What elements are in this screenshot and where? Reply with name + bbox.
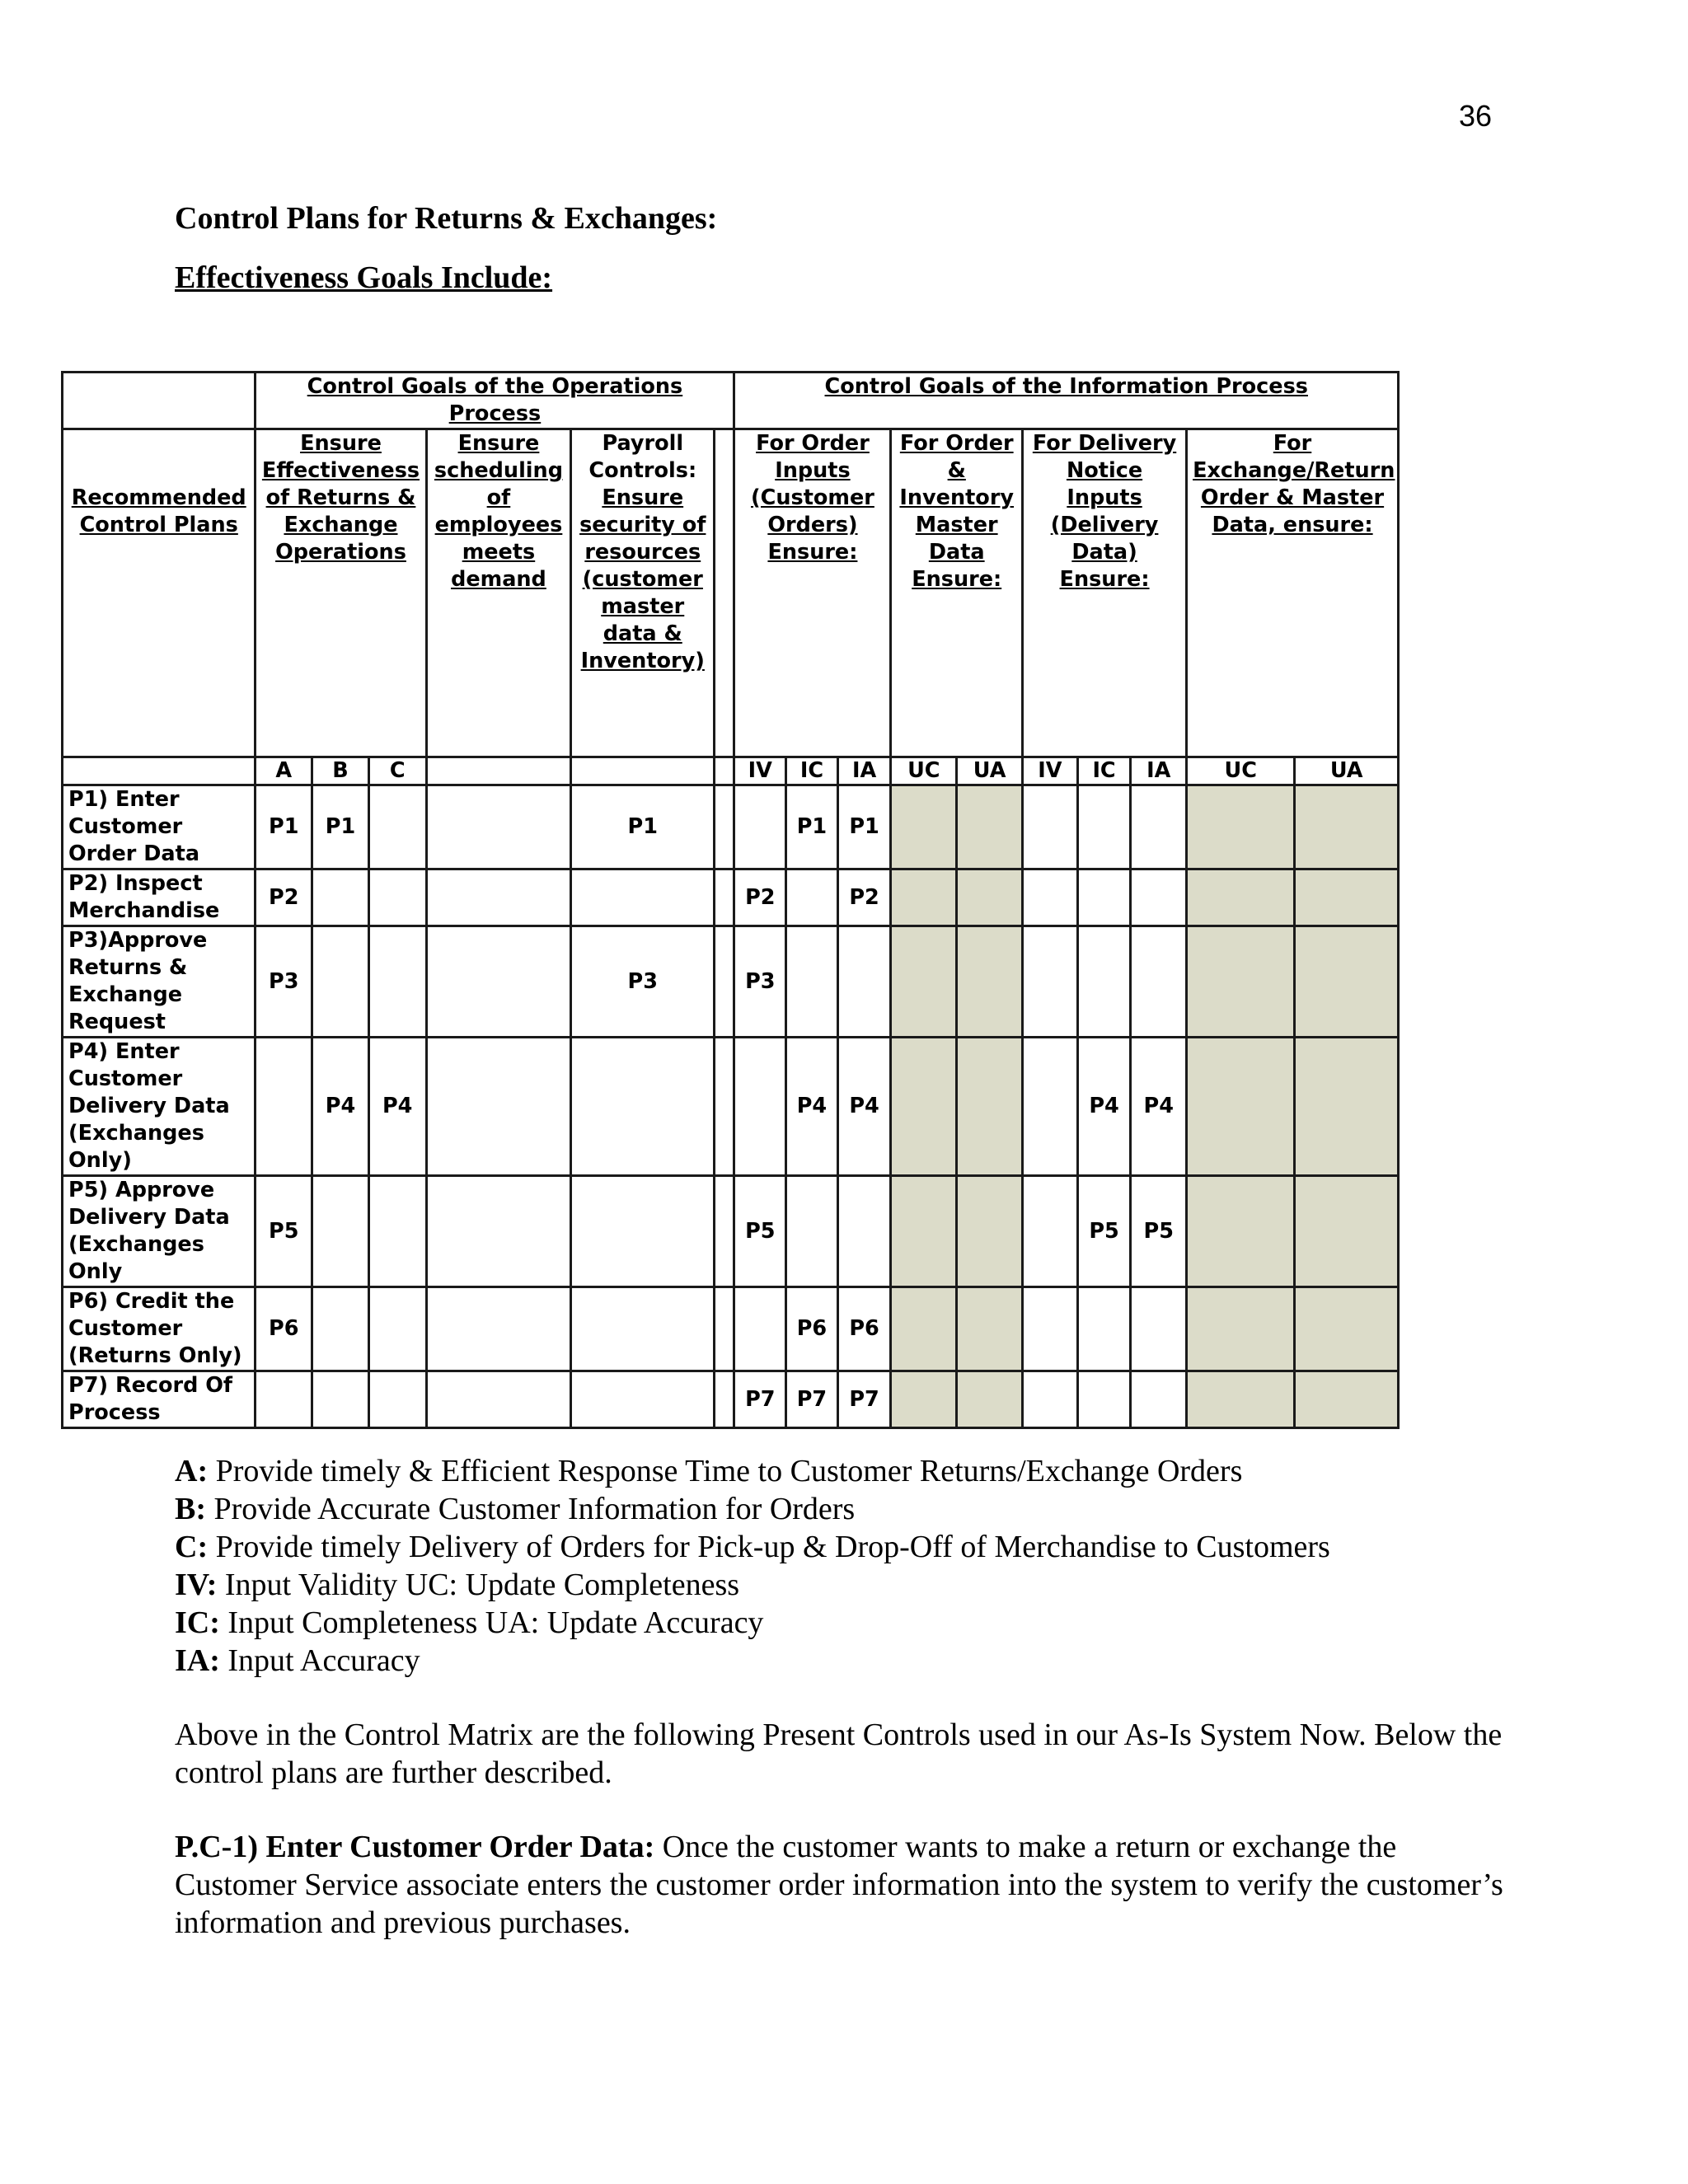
cell-order-iv	[734, 1038, 786, 1176]
shaded-cell	[1187, 1176, 1295, 1287]
letter-exchange-uc: UC	[1187, 757, 1295, 785]
shaded-cell	[1295, 1038, 1399, 1176]
goal-exchange-return-master: For Exchange/Return Order & Master Data, ensure:	[1193, 431, 1395, 537]
group-header-row	[63, 373, 1399, 429]
cell-c: P4	[368, 1038, 426, 1176]
letter-master-ua: UA	[957, 757, 1023, 785]
cell-order-ia: P7	[837, 1371, 891, 1428]
cell-delivery-iv	[1023, 1176, 1078, 1287]
cell-payroll	[571, 1287, 715, 1371]
cell-order-iv: P3	[734, 926, 786, 1038]
control-plan-label: P6) Credit the Customer (Returns Only)	[63, 1287, 256, 1371]
letter-master-uc: UC	[891, 757, 957, 785]
cell-delivery-ia	[1131, 1287, 1187, 1371]
cell-a: P5	[256, 1176, 312, 1287]
cell-a	[256, 1038, 312, 1176]
shaded-cell	[1295, 926, 1399, 1038]
shaded-cell	[1295, 869, 1399, 926]
cell-delivery-iv	[1023, 926, 1078, 1038]
cell-delivery-ia	[1131, 869, 1187, 926]
cell-delivery-ic	[1077, 1371, 1131, 1428]
cell-c	[368, 926, 426, 1038]
cell-b: P1	[312, 785, 369, 869]
cell-payroll: P1	[571, 785, 715, 869]
letter-order-iv: IV	[734, 757, 786, 785]
cell-c	[368, 1176, 426, 1287]
shaded-cell	[957, 926, 1023, 1038]
cell-order-ic	[786, 869, 838, 926]
table-row	[63, 1287, 1399, 1371]
shaded-cell	[891, 869, 957, 926]
cell-a: P6	[256, 1287, 312, 1371]
cell-b	[312, 1176, 369, 1287]
recommended-control-plans-header: Recommended Control Plans	[63, 429, 256, 757]
shaded-cell	[1187, 1371, 1295, 1428]
cell-order-iv: P5	[734, 1176, 786, 1287]
letter-a: A	[256, 757, 312, 785]
section-subheading: Effectiveness Goals Include:	[175, 260, 553, 295]
cell-order-ia	[837, 1176, 891, 1287]
cell-c	[368, 1287, 426, 1371]
table-row	[63, 1038, 1399, 1176]
shaded-cell	[1187, 869, 1295, 926]
cell-b	[312, 926, 369, 1038]
cell-delivery-iv	[1023, 785, 1078, 869]
shaded-cell	[1187, 926, 1295, 1038]
shaded-cell	[957, 1371, 1023, 1428]
cell-b	[312, 869, 369, 926]
cell-order-ic: P7	[786, 1371, 838, 1428]
goal-order-inventory-master: For Order & Inventory Master Data Ensure:	[899, 431, 1015, 592]
cell-scheduling	[426, 785, 571, 869]
letter-delivery-ia: IA	[1131, 757, 1187, 785]
control-plan-label: P7) Record Of Process	[63, 1371, 256, 1428]
goal-payroll: Ensure security of resources (customer master data & Inventory)	[579, 485, 706, 673]
shaded-cell	[1295, 1176, 1399, 1287]
cell-delivery-iv	[1023, 869, 1078, 926]
shaded-cell	[957, 1287, 1023, 1371]
goal-payroll-prefix: Payroll Controls:	[588, 431, 697, 483]
letter-exchange-ua: UA	[1295, 757, 1399, 785]
legend-item: A: Provide timely & Efficient Response Time to Customer Returns/Exchange Orders	[175, 1454, 1243, 1488]
table-row	[63, 869, 1399, 926]
cell-scheduling	[426, 1038, 571, 1176]
cell-delivery-ic: P4	[1077, 1038, 1131, 1176]
cell-delivery-ia	[1131, 1371, 1187, 1428]
table-row	[63, 785, 1399, 869]
cell-delivery-ic	[1077, 1287, 1131, 1371]
cell-payroll	[571, 869, 715, 926]
goal-effectiveness: Ensure Effectiveness of Returns & Exchange Operations	[261, 431, 420, 565]
control-plan-label: P1) Enter Customer Order Data	[63, 785, 256, 869]
control-plan-label: P3)Approve Returns & Exchange Request	[63, 926, 256, 1038]
cell-order-ia: P6	[837, 1287, 891, 1371]
goal-delivery-inputs: For Delivery Notice Inputs (Delivery Data) Ensure:	[1032, 431, 1177, 592]
goal-order-inputs: For Order Inputs (Customer Orders) Ensure:	[751, 431, 874, 565]
letter-order-ia: IA	[837, 757, 891, 785]
cell-order-ia: P2	[837, 869, 891, 926]
shaded-cell	[1295, 785, 1399, 869]
cell-order-ia: P4	[837, 1038, 891, 1176]
cell-order-ic: P4	[786, 1038, 838, 1176]
shaded-cell	[891, 1038, 957, 1176]
cell-scheduling	[426, 869, 571, 926]
cell-a: P3	[256, 926, 312, 1038]
cell-payroll	[571, 1371, 715, 1428]
legend-item: C: Provide timely Delivery of Orders for Pick-up & Drop-Off of Merchandise to Customers	[175, 1530, 1330, 1564]
cell-order-ia: P1	[837, 785, 891, 869]
shaded-cell	[891, 1371, 957, 1428]
letter-delivery-ic: IC	[1077, 757, 1131, 785]
section-heading: Control Plans for Returns & Exchanges:	[175, 201, 718, 236]
info-process-header: Control Goals of the Information Process	[734, 373, 1399, 429]
shaded-cell	[957, 869, 1023, 926]
legend-item: IV: Input Validity UC: Update Completeness	[175, 1568, 740, 1602]
legend-item: B: Provide Accurate Customer Information for Orders	[175, 1492, 856, 1526]
cell-order-iv	[734, 785, 786, 869]
cell-b	[312, 1287, 369, 1371]
goal-scheduling: Ensure scheduling of employees meets demand	[434, 431, 563, 592]
cell-c	[368, 869, 426, 926]
cell-c	[368, 785, 426, 869]
cell-delivery-ic	[1077, 785, 1131, 869]
cell-a: P1	[256, 785, 312, 869]
control-description-lead: P.C-1) Enter Customer Order Data:	[175, 1830, 655, 1864]
shaded-cell	[891, 785, 957, 869]
subgoal-letter-row	[63, 757, 1399, 785]
cell-scheduling	[426, 926, 571, 1038]
cell-order-iv	[734, 1287, 786, 1371]
table-row	[63, 926, 1399, 1038]
table-row	[63, 1371, 1399, 1428]
cell-delivery-ia	[1131, 785, 1187, 869]
cell-order-ic: P6	[786, 1287, 838, 1371]
letter-order-ic: IC	[786, 757, 838, 785]
cell-c	[368, 1371, 426, 1428]
shaded-cell	[891, 1176, 957, 1287]
shaded-cell	[957, 1038, 1023, 1176]
shaded-cell	[891, 1287, 957, 1371]
cell-a	[256, 1371, 312, 1428]
cell-order-iv: P2	[734, 869, 786, 926]
cell-delivery-ic	[1077, 926, 1131, 1038]
shaded-cell	[1295, 1287, 1399, 1371]
cell-delivery-ic: P5	[1077, 1176, 1131, 1287]
shaded-cell	[957, 785, 1023, 869]
control-description-paragraph	[175, 1828, 1510, 1942]
cell-b: P4	[312, 1038, 369, 1176]
shaded-cell	[1187, 1287, 1295, 1371]
shaded-cell	[1295, 1371, 1399, 1428]
cell-delivery-ia	[1131, 926, 1187, 1038]
legend-item: IA: Input Accuracy	[175, 1643, 420, 1678]
intro-paragraph: Above in the Control Matrix are the following Present Controls used in our As-Is System Now. Below the control plans are further described.	[175, 1718, 1503, 1790]
cell-delivery-iv	[1023, 1371, 1078, 1428]
cell-payroll	[571, 1176, 715, 1287]
cell-scheduling	[426, 1176, 571, 1287]
cell-delivery-ic	[1077, 869, 1131, 926]
cell-delivery-ia: P5	[1131, 1176, 1187, 1287]
goal-header-row	[63, 429, 1399, 757]
page-number: 36	[1458, 99, 1492, 133]
cell-delivery-iv	[1023, 1287, 1078, 1371]
cell-order-ic	[786, 926, 838, 1038]
cell-scheduling	[426, 1371, 571, 1428]
legend-item: IC: Input Completeness UA: Update Accuracy	[175, 1605, 764, 1640]
ops-process-header: Control Goals of the Operations Process	[256, 373, 734, 429]
table-row	[63, 1176, 1399, 1287]
cell-order-iv: P7	[734, 1371, 786, 1428]
letter-b: B	[312, 757, 369, 785]
cell-b	[312, 1371, 369, 1428]
cell-order-ic	[786, 1176, 838, 1287]
cell-delivery-iv	[1023, 1038, 1078, 1176]
control-plan-label: P5) Approve Delivery Data (Exchanges Only	[63, 1176, 256, 1287]
cell-order-ic: P1	[786, 785, 838, 869]
letter-delivery-iv: IV	[1023, 757, 1078, 785]
control-description-text: Once the customer wants to make a return or exchange the Customer Service associate enters the customer order information into the system to verify the customer’s information and previous purchases.	[175, 1830, 1503, 1940]
cell-order-ia	[837, 926, 891, 1038]
cell-payroll	[571, 1038, 715, 1176]
cell-payroll: P3	[571, 926, 715, 1038]
shaded-cell	[891, 926, 957, 1038]
cell-scheduling	[426, 1287, 571, 1371]
shaded-cell	[1187, 785, 1295, 869]
cell-a: P2	[256, 869, 312, 926]
control-plan-label: P2) Inspect Merchandise	[63, 869, 256, 926]
control-matrix-table	[61, 371, 1400, 1429]
shaded-cell	[1187, 1038, 1295, 1176]
control-plan-label: P4) Enter Customer Delivery Data (Exchanges Only)	[63, 1038, 256, 1176]
cell-delivery-ia: P4	[1131, 1038, 1187, 1176]
shaded-cell	[957, 1176, 1023, 1287]
letter-c: C	[368, 757, 426, 785]
legend	[175, 1452, 1330, 1680]
